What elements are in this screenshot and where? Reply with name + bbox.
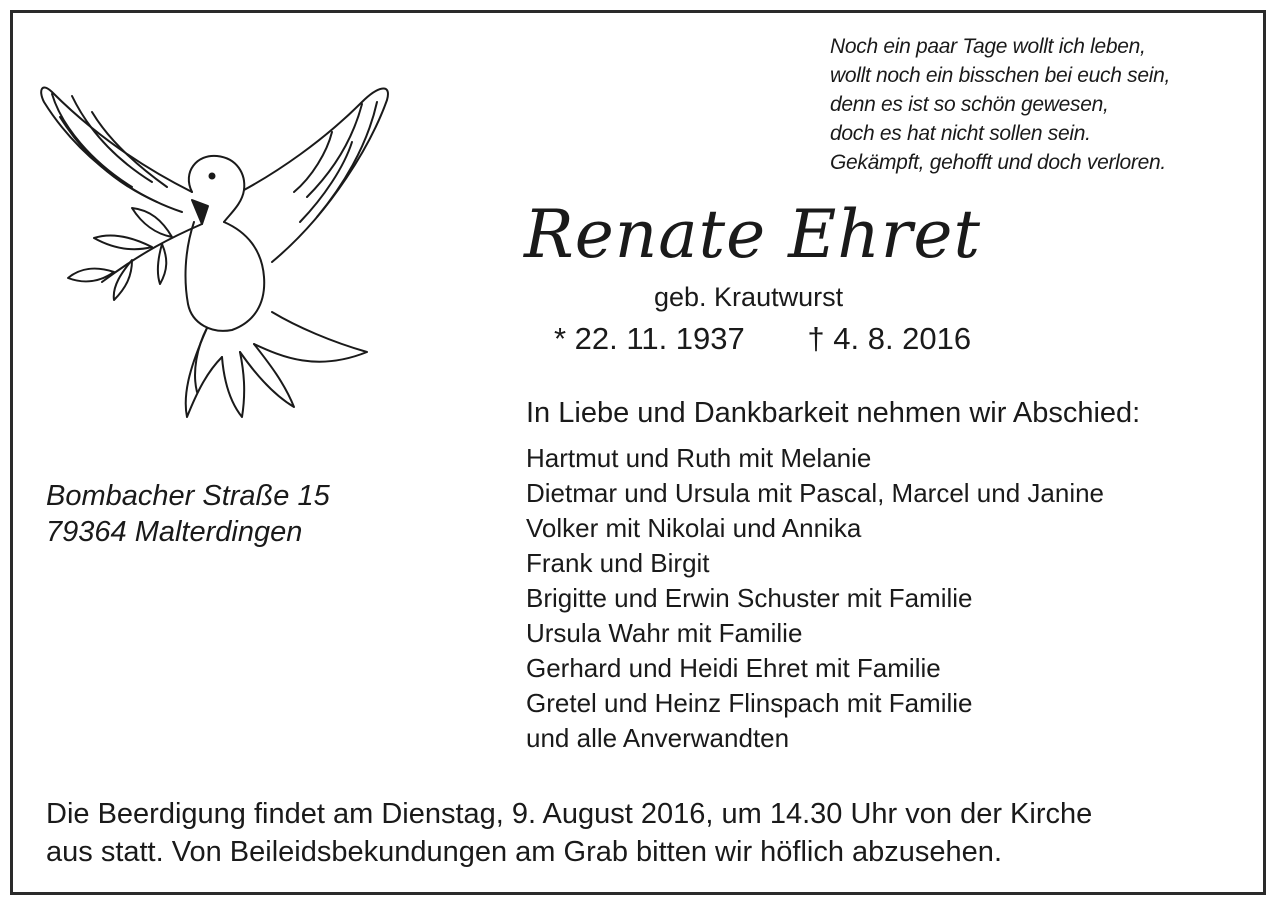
poem-line: Noch ein paar Tage wollt ich leben, [830, 35, 1146, 58]
mourner-line: Frank und Birgit [526, 548, 710, 578]
funeral-info [46, 795, 1256, 871]
mourner-line: Ursula Wahr mit Familie [526, 618, 803, 648]
mourner-line: Volker mit Nikolai und Annika [526, 513, 862, 543]
farewell-heading: In Liebe und Dankbarkeit nehmen wir Abschied: [526, 397, 1141, 429]
mourner-line: Dietmar und Ursula mit Pascal, Marcel und Janine [526, 478, 1105, 508]
mourner-line: Gretel und Heinz Flinspach mit Familie [526, 688, 973, 718]
funeral-line: Die Beerdigung findet am Dienstag, 9. August 2016, um 14.30 Uhr von der Kirche [46, 798, 1093, 830]
dove-with-olive-branch-icon [32, 72, 404, 428]
life-dates [554, 320, 971, 358]
poem-line: wollt noch ein bisschen bei euch sein, [830, 64, 1170, 87]
poem [830, 32, 1260, 177]
birth-date: * 22. 11. 1937 [554, 321, 745, 356]
mourner-line: Gerhard und Heidi Ehret mit Familie [526, 653, 941, 683]
birth-name: geb. Krautwurst [654, 282, 844, 312]
deceased-name: Renate Ehret [524, 196, 981, 273]
address [46, 478, 330, 550]
mourner-line: und alle Anverwandten [526, 723, 790, 753]
poem-line: doch es hat nicht sollen sein. [830, 122, 1091, 145]
address-city: 79364 Malterdingen [46, 516, 303, 548]
poem-line: Gekämpft, gehofft und doch verloren. [830, 151, 1166, 174]
mourner-line: Brigitte und Erwin Schuster mit Familie [526, 583, 973, 613]
funeral-line: aus statt. Von Beileidsbekundungen am Grab bitten wir höflich abzusehen. [46, 836, 1002, 868]
death-date: † 4. 8. 2016 [807, 321, 972, 356]
address-street: Bombacher Straße 15 [46, 480, 330, 512]
mourner-line: Hartmut und Ruth mit Melanie [526, 443, 872, 473]
mourners-list [526, 441, 1104, 756]
poem-line: denn es ist so schön gewesen, [830, 93, 1109, 116]
